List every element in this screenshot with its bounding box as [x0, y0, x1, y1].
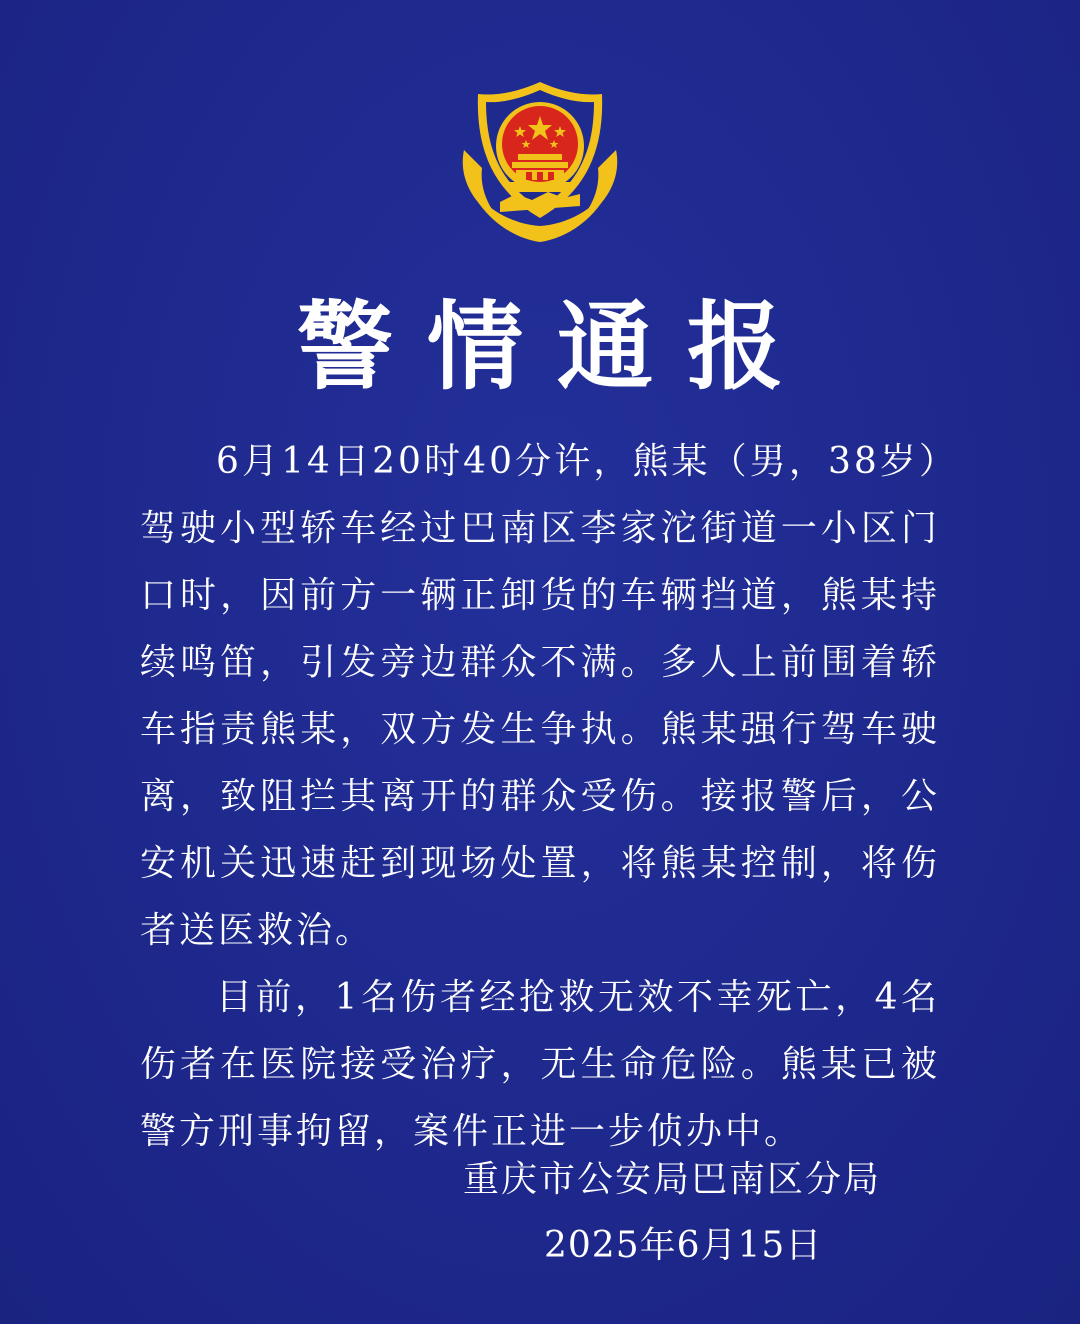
- notice-body: [140, 428, 940, 1165]
- issuer-signature: 重庆市公安局巴南区分局: [463, 1159, 882, 1200]
- police-emblem-icon: [456, 78, 624, 246]
- notice-title: 警情通报: [297, 291, 817, 403]
- issue-date: 2025年6月15日: [544, 1225, 823, 1266]
- paragraph-incident: 6月14日20时40分许，熊某（男，38岁）驾驶小型轿车经过巴南区李家沱街道一小区门口时，因前方一辆正卸货的车辆挡道，熊某持续鸣笛，引发旁边群众不满。多人上前围着轿车指责熊某，双方发生争执。熊某强行驾车驶离，致阻拦其离开的群众受伤。接报警后，公安机关迅速赶到现场处置，将熊某控制，将伤者送医救治。: [140, 441, 940, 951]
- paragraph-status: 目前，1名伤者经抢救无效不幸死亡，4名伤者在医院接受治疗，无生命危险。熊某已被警方刑事拘留，案件正进一步侦办中。: [140, 977, 940, 1152]
